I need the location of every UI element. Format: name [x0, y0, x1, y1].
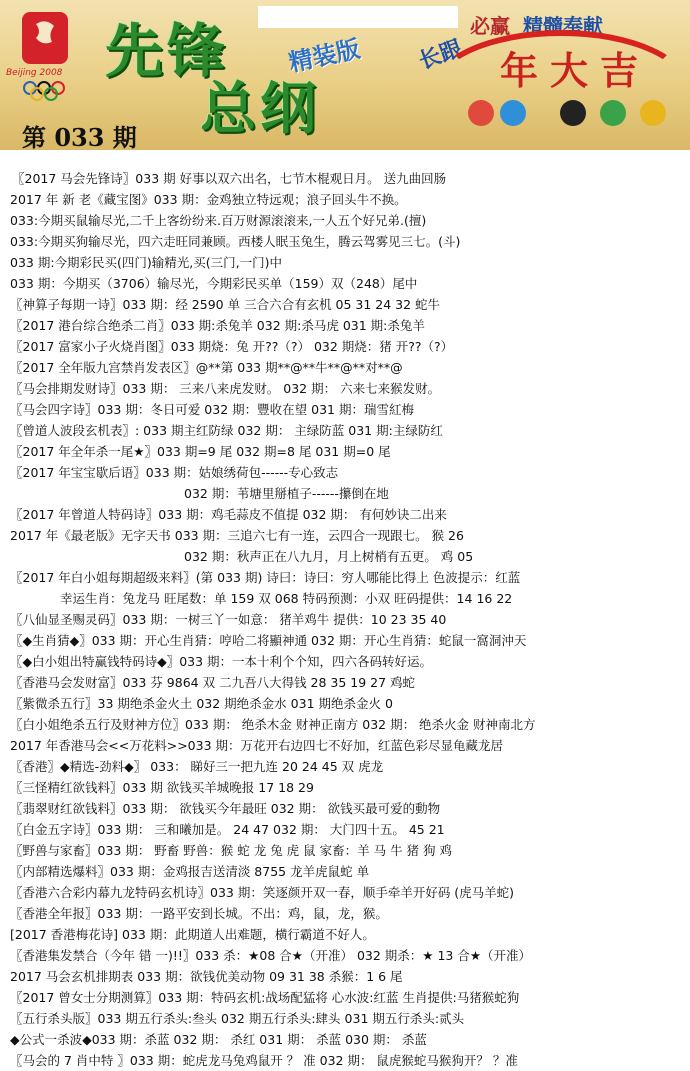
text-line: [2017 香港梅花诗] 033 期：此期道人出难题，横行霸道不好人。 [10, 927, 375, 942]
slogan-part2: 精髓奉献 [522, 14, 603, 38]
text-line: 〖翡翠财红欲钱料〗033 期： 欲钱买今年最旺 032 期： 欲钱买最可爱的動物 [10, 801, 441, 816]
text-line: 〖五行杀头版〗033 期五行杀头:叁头 032 期五行杀头:肆头 031 期五行杀头:贰头 [10, 1011, 465, 1026]
text-line: 032 期：秋声正在八九月，月上树梢有五更。 鸡 05 [184, 549, 474, 564]
mascot-icon [600, 100, 626, 126]
text-line: 〖香港全年报〗033 期：一路平安到长城。不出：鸡，鼠，龙，猴。 [10, 906, 388, 921]
text-line: 〖香港集发禁合（今年 错 一)!!〗033 杀：★08 合★（开准） 032 期杀：★ 13 合★（开准） [10, 948, 532, 963]
text-line: 033 期：今期买（3706）输尽光，今期彩民买单（159）双（248）尾中 [10, 276, 418, 291]
mascot-icon [560, 100, 586, 126]
text-line: 〖神算子每期一诗〗033 期：经 2590 单 三合六合有玄机 05 31 24 32 蛇牛 [10, 297, 441, 312]
text-line: 〖曾道人波段玄机表〗: 033 期主红防绿 032 期： 主绿防蓝 031 期:主绿防红 [10, 423, 443, 438]
header-banner [0, 0, 690, 150]
beijing-olympic-logo-icon [8, 10, 84, 102]
text-line: 〖内部精选爆料〗033 期：金鸡报吉送清淡 8755 龙羊虎鼠蛇 单 [10, 864, 370, 879]
text-line: 〖香港〗◆精选-劲料◆〗 033： 睇好三一把九连 20 24 45 双 虎龙 [10, 759, 384, 774]
text-line: 〖◆白小姐出特赢钱特码诗◆〗033 期：一本十利个个知，四六各码转好运。 [10, 654, 433, 669]
banner-title-line1: 先锋 [105, 17, 230, 85]
text-line: 〖野兽与家畜〗033 期： 野畜 野兽：猴 蛇 龙 兔 虎 鼠 家畜：羊 马 牛 猪 狗 鸡 [10, 843, 452, 858]
text-line: 033 期:今期彩民买(四门)输精光,买(三门,一门)中 [10, 255, 282, 270]
text-line: ◆公式一杀波◆033 期：杀蓝 032 期： 杀红 031 期： 杀蓝 030 期： 杀蓝 [10, 1032, 427, 1047]
text-line: 032 期：苇塘里掰植子------攥倒在地 [184, 486, 389, 501]
edition-badge: 精装版 [286, 34, 363, 78]
logo-caption: Beijing 2008 [6, 68, 63, 78]
text-line: 〖马会的 7 肖中特 〗033 期：蛇虎龙马兔鸡鼠开 ？ 准 032 期： 鼠虎猴蛇马猴狗开？ ？准 [10, 1053, 518, 1068]
banner-title-line2: 总纲 [200, 76, 320, 142]
mascot-icon [468, 100, 494, 126]
text-line: 〖白金五字诗〗033 期： 三和曦加是。 24 47 032 期： 大门四十五。 45 21 [10, 822, 445, 837]
text-line: 〖马会排期发财诗〗033 期： 三来八来虎发财。 032 期： 六来七来猴发财。 [10, 381, 441, 396]
slogan-part1: 必赢 [470, 14, 510, 38]
text-line: 〖八仙显圣赐灵码〗033 期：一树三丫一如意： 猪羊鸡牛 提供：10 23 35 40 [10, 612, 447, 627]
banner-phrase-right: 年大吉 [500, 49, 651, 93]
text-line: 〖2017 曾女士分期测算〗033 期：特码玄机:战场配猛将 心水波:红蓝 生肖提供:马猪猴蛇狗 [10, 990, 520, 1005]
text-line: 〖2017 年宝宝歇后语〗033 期：姑娘绣荷包------专心致志 [10, 465, 339, 480]
text-line: 〖2017 年曾道人特码诗〗033 期：鸡毛蒜皮不值提 032 期： 有何妙诀二出来 [10, 507, 447, 522]
mascot-icon [500, 100, 526, 126]
mascot-icon [640, 100, 666, 126]
text-line: 〖紫微杀五行〗33 期绝杀金火土 032 期绝杀金水 031 期绝杀金火 0 [10, 696, 393, 711]
text-line: 〖白小姐绝杀五行及财神方位〗033 期： 绝杀木金 财神正南方 032 期： 绝杀火金 财神南北方 [10, 717, 536, 732]
issue-number: 第 033 期 [22, 123, 137, 150]
text-line: 2017 年 新 老《藏宝图》033 期：金鸡独立特远观；浪子回头牛不换。 [10, 192, 407, 207]
text-line: 〖2017 年白小姐每期超级来料〗(第 033 期) 诗曰：诗曰：穷人哪能比得上 色波提示：红蓝 [10, 570, 521, 585]
text-line: 〖2017 港台综合绝杀二肖〗033 期:杀兔羊 032 期:杀马虎 031 期:杀兔羊 [10, 318, 425, 333]
text-line: 2017 马会玄机排期表 033 期：欲钱优美动物 09 31 38 杀猴：1 6 尾 [10, 969, 403, 984]
text-line: 〖马会四字诗〗033 期：冬日可爱 032 期：豐收在望 031 期：瑞雪紅梅 [10, 402, 414, 417]
text-line: 〖三怪精红欲钱料〗033 期 欲钱买羊城晚报 17 18 29 [10, 780, 314, 795]
text-line: 〖2017 全年版九宫禁肖发表区〗@**第 033 期**@**牛**@**对**@ [10, 360, 403, 375]
text-line: 〖2017 马会先锋诗〗033 期 好事以双六出名，七节木棍观日月。 送九曲回肠 [12, 171, 447, 186]
text-line: 2017 年《最老版》无字天书 033 期：三追六七有一连，云四合一现跟七。 猴 26 [10, 528, 464, 543]
text-line: 〖香港六合彩内幕九龙特码玄机诗〗033 期：笑逐颜开双一春，顺手牵羊开好码 (虎马羊蛇) [10, 885, 515, 900]
banner-blank-box [258, 6, 458, 28]
text-line: 〖◆生肖猜◆〗033 期：开心生肖猜：哼哈二将顯神通 032 期：开心生肖猜：蛇鼠一窩洞沖天 [10, 633, 527, 648]
banner-phrase-left: 长跟 [415, 36, 466, 75]
text-line: 〖香港马会发财富〗033 芬 9864 双 二九吾八大得钱 28 35 19 27 鸡蛇 [10, 675, 416, 690]
text-line: 2017 年香港马会<<万花料>>033 期：万花开右边四七不好加，红蓝色彩尽显龟藏龙居 [10, 738, 504, 753]
text-line: 033:今期买狗输尽光，四六走旺同兼顾。西楼人眠玉兔生，腾云驾雾见三七。(斗) [10, 234, 461, 249]
text-line: 〖2017 富家小子火烧肖图〗033 期烧：兔 开??（?） 032 期烧：猪 开??（?） [10, 339, 454, 354]
text-line: 〖2017 年全年杀一尾★〗033 期=9 尾 032 期=8 尾 031 期=0 尾 [10, 444, 391, 459]
text-line: 幸运生肖：兔龙马 旺尾数：单 159 双 068 特码预测：小双 旺码提供：14 16 22 [60, 591, 513, 606]
text-line: 033:今期买鼠输尽光,二千上客纷纷来.百万财源滚滚来,一人五个好兄弟.(擅) [10, 213, 427, 228]
